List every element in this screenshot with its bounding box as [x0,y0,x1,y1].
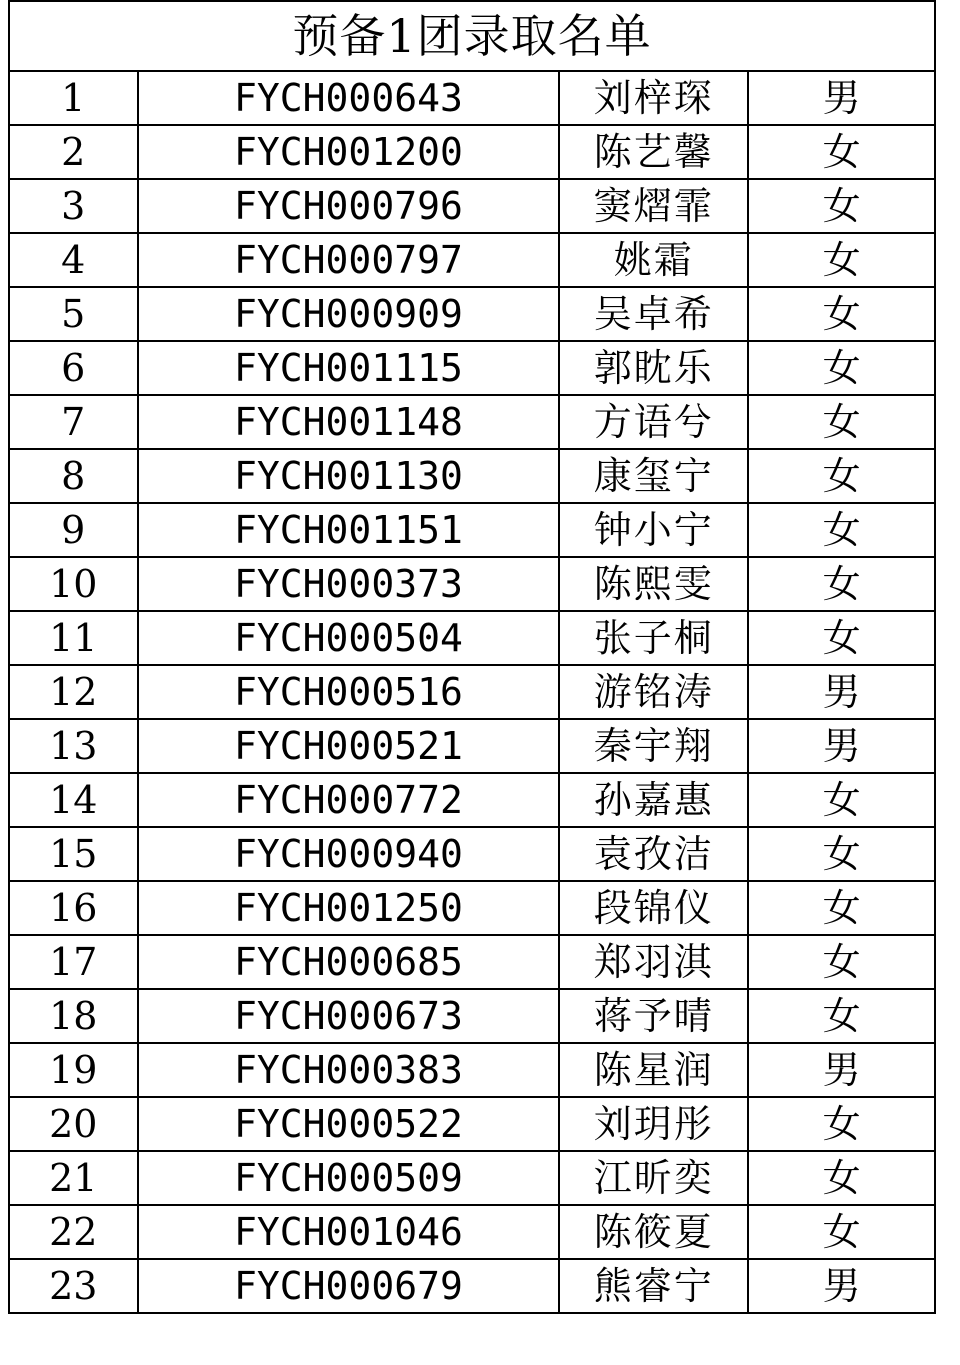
student-name-cell: 张子桐 [559,611,748,665]
student-name-cell: 蒋予晴 [559,989,748,1043]
applicant-id-cell: FYCH000643 [138,71,560,125]
gender-cell: 女 [748,989,935,1043]
row-number-cell: 7 [9,395,138,449]
gender-cell: 女 [748,233,935,287]
table-row [9,395,935,449]
student-name-cell: 陈筱夏 [559,1205,748,1259]
student-name-cell: 陈熙雯 [559,557,748,611]
table-row [9,179,935,233]
gender-cell: 男 [748,1259,935,1313]
gender-cell: 男 [748,71,935,125]
applicant-id-cell: FYCH000504 [138,611,560,665]
row-number-cell: 14 [9,773,138,827]
gender-cell: 女 [748,125,935,179]
applicant-id-cell: FYCH001046 [138,1205,560,1259]
roster-body [9,71,935,1313]
applicant-id-cell: FYCH000509 [138,1151,560,1205]
table-row [9,1205,935,1259]
applicant-id-cell: FYCH001151 [138,503,560,557]
table-row [9,503,935,557]
applicant-id-cell: FYCH000909 [138,287,560,341]
row-number-cell: 6 [9,341,138,395]
gender-cell: 女 [748,827,935,881]
applicant-id-cell: FYCH001148 [138,395,560,449]
gender-cell: 女 [748,341,935,395]
gender-cell: 男 [748,719,935,773]
row-number-cell: 15 [9,827,138,881]
roster-sheet [8,0,936,1360]
gender-cell: 女 [748,935,935,989]
table-row [9,881,935,935]
table-row [9,935,935,989]
student-name-cell: 郭眈乐 [559,341,748,395]
gender-cell: 女 [748,449,935,503]
row-number-cell: 21 [9,1151,138,1205]
applicant-id-cell: FYCH000383 [138,1043,560,1097]
applicant-id-cell: FYCH001115 [138,341,560,395]
student-name-cell: 江昕奕 [559,1151,748,1205]
applicant-id-cell: FYCH000522 [138,1097,560,1151]
table-row [9,611,935,665]
applicant-id-cell: FYCH000679 [138,1259,560,1313]
gender-cell: 女 [748,1151,935,1205]
table-row [9,773,935,827]
gender-cell: 女 [748,1097,935,1151]
student-name-cell: 熊睿宁 [559,1259,748,1313]
gender-cell: 男 [748,1043,935,1097]
student-name-cell: 康玺宁 [559,449,748,503]
table-row [9,1259,935,1313]
row-number-cell: 19 [9,1043,138,1097]
applicant-id-cell: FYCH000940 [138,827,560,881]
gender-cell: 女 [748,773,935,827]
roster-title: 预备1团录取名单 [9,1,935,71]
applicant-id-cell: FYCH001200 [138,125,560,179]
gender-cell: 女 [748,287,935,341]
table-row [9,125,935,179]
table-row [9,341,935,395]
applicant-id-cell: FYCH000516 [138,665,560,719]
table-row [9,989,935,1043]
student-name-cell: 刘玥彤 [559,1097,748,1151]
gender-cell: 女 [748,611,935,665]
table-row [9,719,935,773]
gender-cell: 女 [748,557,935,611]
student-name-cell: 陈艺馨 [559,125,748,179]
admission-roster-table [8,0,936,1314]
student-name-cell: 吴卓希 [559,287,748,341]
student-name-cell: 段锦仪 [559,881,748,935]
row-number-cell: 12 [9,665,138,719]
gender-cell: 女 [748,1205,935,1259]
row-number-cell: 2 [9,125,138,179]
applicant-id-cell: FYCH000673 [138,989,560,1043]
row-number-cell: 18 [9,989,138,1043]
row-number-cell: 20 [9,1097,138,1151]
applicant-id-cell: FYCH000796 [138,179,560,233]
student-name-cell: 秦宇翔 [559,719,748,773]
table-row [9,449,935,503]
applicant-id-cell: FYCH001250 [138,881,560,935]
row-number-cell: 8 [9,449,138,503]
applicant-id-cell: FYCH000521 [138,719,560,773]
applicant-id-cell: FYCH000772 [138,773,560,827]
student-name-cell: 游铭涛 [559,665,748,719]
row-number-cell: 10 [9,557,138,611]
row-number-cell: 23 [9,1259,138,1313]
student-name-cell: 窦熠霏 [559,179,748,233]
gender-cell: 女 [748,395,935,449]
student-name-cell: 陈星润 [559,1043,748,1097]
row-number-cell: 3 [9,179,138,233]
student-name-cell: 刘梓琛 [559,71,748,125]
student-name-cell: 钟小宁 [559,503,748,557]
student-name-cell: 袁孜洁 [559,827,748,881]
row-number-cell: 16 [9,881,138,935]
row-number-cell: 4 [9,233,138,287]
student-name-cell: 方语兮 [559,395,748,449]
gender-cell: 女 [748,881,935,935]
student-name-cell: 姚霜 [559,233,748,287]
gender-cell: 女 [748,179,935,233]
student-name-cell: 郑羽淇 [559,935,748,989]
row-number-cell: 17 [9,935,138,989]
table-row [9,71,935,125]
applicant-id-cell: FYCH000797 [138,233,560,287]
row-number-cell: 11 [9,611,138,665]
table-row [9,1043,935,1097]
row-number-cell: 13 [9,719,138,773]
row-number-cell: 22 [9,1205,138,1259]
table-row [9,1097,935,1151]
table-row [9,1151,935,1205]
row-number-cell: 9 [9,503,138,557]
applicant-id-cell: FYCH000373 [138,557,560,611]
row-number-cell: 5 [9,287,138,341]
table-row [9,287,935,341]
row-number-cell: 1 [9,71,138,125]
table-row [9,557,935,611]
table-row [9,665,935,719]
table-row [9,233,935,287]
table-row [9,827,935,881]
gender-cell: 女 [748,503,935,557]
applicant-id-cell: FYCH000685 [138,935,560,989]
applicant-id-cell: FYCH001130 [138,449,560,503]
gender-cell: 男 [748,665,935,719]
student-name-cell: 孙嘉惠 [559,773,748,827]
